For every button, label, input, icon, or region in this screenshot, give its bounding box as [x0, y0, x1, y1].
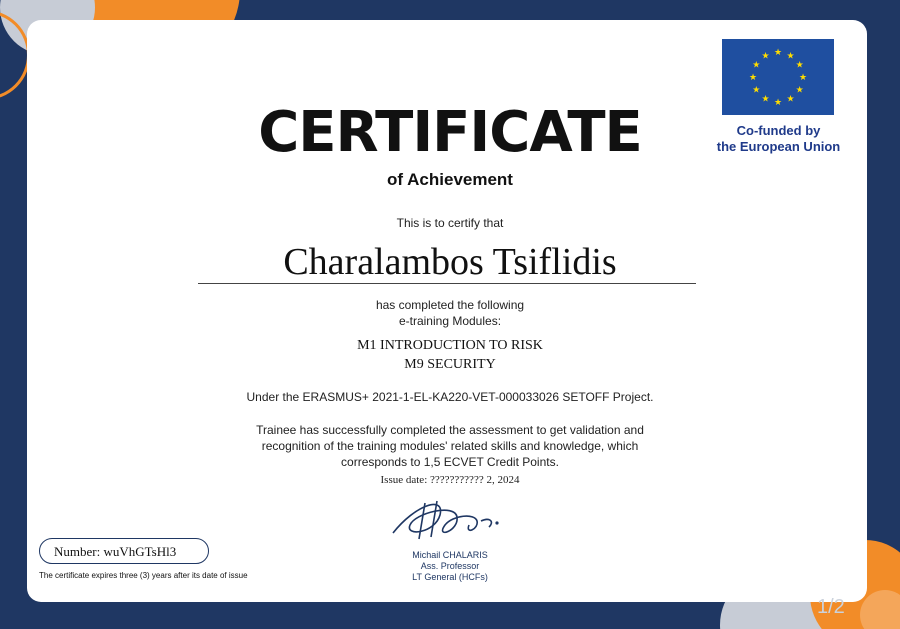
cofunded-line1: Co-funded by	[736, 123, 821, 138]
certificate-subtitle: of Achievement	[387, 170, 513, 189]
cofunded-line2: the European Union	[716, 139, 841, 154]
signatory-block	[350, 550, 550, 583]
eu-star-icon: ★	[761, 50, 770, 61]
eu-star-icon: ★	[748, 72, 758, 82]
statement-line-1: Trainee has successfully completed the assessment to get validation and	[256, 423, 644, 437]
recipient-name: Charalambos Tsiflidis	[283, 241, 617, 283]
eu-star-icon: ★	[752, 59, 761, 70]
signatory-rank: LT General (HCFs)	[412, 572, 488, 582]
project-line: Under the ERASMUS+ 2021-1-EL-KA220-VET-000033026 SETOFF Project.	[246, 390, 654, 404]
completed-line-2: e-training Modules:	[398, 314, 502, 328]
certify-intro: This is to certify that	[396, 216, 504, 230]
signature-image	[385, 495, 515, 545]
statement-line-3: corresponds to 1,5 ECVET Credit Points.	[341, 455, 559, 469]
signatory-name: Michail CHALARIS	[412, 550, 488, 560]
name-underline	[198, 283, 696, 284]
eu-star-icon: ★	[786, 50, 795, 61]
expiry-note: The certificate expires three (3) years after its date of issue	[39, 571, 248, 580]
eu-star-icon: ★	[752, 84, 761, 95]
page-number: 1/2	[817, 596, 845, 618]
eu-star-icon: ★	[798, 72, 808, 82]
eu-star-icon: ★	[795, 84, 804, 95]
statement	[0, 422, 900, 470]
completed-line-1: has completed the following	[375, 298, 525, 312]
module-1: M1 INTRODUCTION TO RISK	[357, 338, 543, 353]
certificate-title: CERTIFICATE	[258, 100, 642, 165]
eu-star-icon: ★	[786, 93, 795, 104]
eu-star-icon: ★	[795, 59, 804, 70]
module-2: M9 SECURITY	[404, 357, 496, 372]
issue-date: Issue date: ??????????? 2, 2024	[380, 474, 520, 486]
eu-star-icon: ★	[761, 93, 770, 104]
certificate-number: Number: wuVhGTsHl3	[39, 538, 209, 564]
signatory-role: Ass. Professor	[420, 561, 480, 571]
statement-line-2: recognition of the training modules' related skills and knowledge, which	[261, 439, 639, 453]
eu-star-icon: ★	[773, 47, 783, 57]
eu-star-icon: ★	[773, 97, 783, 107]
